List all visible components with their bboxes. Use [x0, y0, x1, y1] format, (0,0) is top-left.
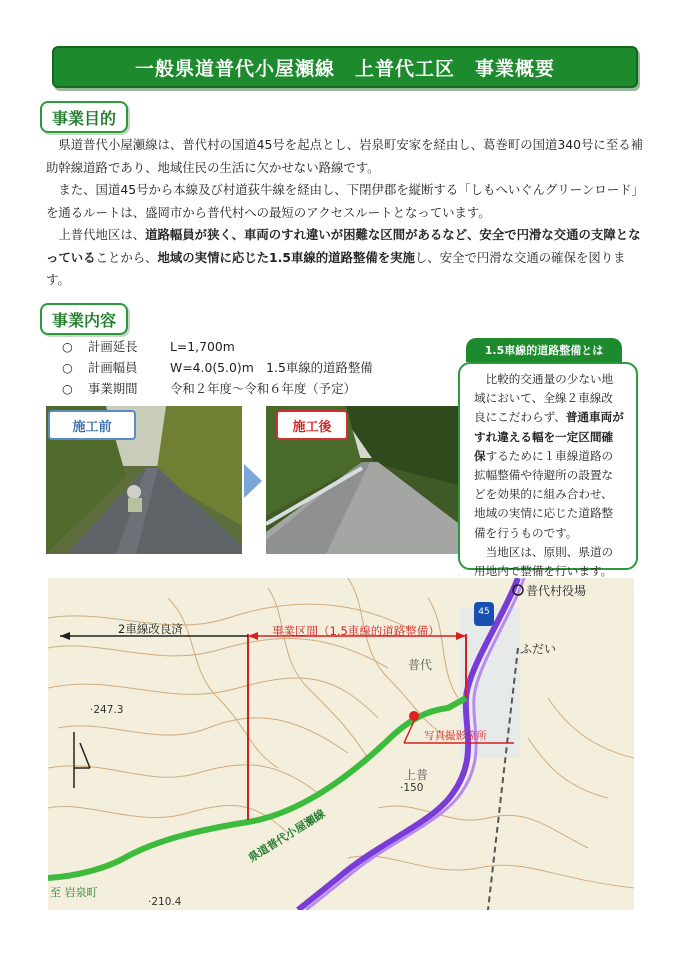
map-label-road: 県道普代小屋瀬線 [246, 807, 328, 865]
map-label-photo-spot: 写真撮影箇所 [424, 730, 487, 742]
map-label-destination: 至 岩泉町 [50, 886, 98, 899]
arrow-right-icon [244, 464, 262, 498]
info-paragraph-2: 当地区は、原則、県道の用地内で整備を行います。 [474, 544, 614, 579]
list-item: ○ 計画延長 L=1,700m [62, 339, 235, 354]
list-item: ○ 計画幅員 W=4.0(5.0)m 1.5車線的道路整備 [62, 360, 373, 375]
map-label-town: 普代 [408, 658, 433, 672]
after-tag: 施工後 [276, 410, 348, 440]
route-45-number: 45 [478, 607, 490, 617]
purpose-paragraph-3: 上普代地区は、道路幅員が狭く、車両のすれ違いが困難な区間があるなど、安全で円滑な交通の支障となっていることから、地域の実情に応じた1.5車線的道路整備を実施し、安全で円滑な交通の確保を図ります。 [46, 227, 641, 287]
info-heading: 1.5車線的道路整備とは [466, 338, 622, 362]
list-item: ○ 事業期間 令和２年度～令和６年度（予定） [62, 381, 356, 396]
info-text [474, 370, 624, 581]
before-tag: 施工前 [48, 410, 136, 440]
page-title: 一般県道普代小屋瀬線 上普代工区 事業概要 [134, 57, 555, 80]
content-heading: 事業内容 [40, 303, 128, 335]
page-title-bar [52, 46, 638, 88]
map-label-kamifudai: 上普 [404, 768, 429, 782]
map-label-improved: 2車線改良済 [118, 622, 183, 636]
purpose-paragraph-1: 県道普代小屋瀬線は、普代村の国道45号を起点とし、岩泉町安家を経由し、葛巻町の国道340号に至る補助幹線道路であり、地域住民の生活に欠かせない路線です。 [46, 137, 643, 175]
map-label-office: 普代村役場 [526, 584, 587, 598]
map-label-section: 事業区間（1.5車線的道路整備） [272, 624, 440, 638]
map-elevation-3: ·210.4 [148, 896, 182, 908]
map-label-station: ふだい [520, 642, 557, 656]
map-elevation-1: ·247.3 [90, 704, 124, 716]
info-paragraph-1: 比較的交通量の少ない地域において、全線２車線改良にこだわらず、普通車両がすれ違える幅を一定区間確保するために１車線道路の拡幅整備や待避所の設置などを効果的に組み合わせ、地域の実情に応じた道路整備を行うものです。 [474, 372, 624, 540]
purpose-paragraph-2: また、国道45号から本線及び村道荻牛線を経由し、下閉伊郡を縦断する「しもへいぐんグリーンロード」を通るルートは、盛岡市から普代村への最短のアクセスルートとなっています。 [46, 182, 644, 220]
purpose-text [46, 134, 646, 292]
map-elevation-2: ·150 [400, 782, 424, 794]
content-list [62, 336, 442, 399]
purpose-heading: 事業目的 [40, 101, 128, 133]
